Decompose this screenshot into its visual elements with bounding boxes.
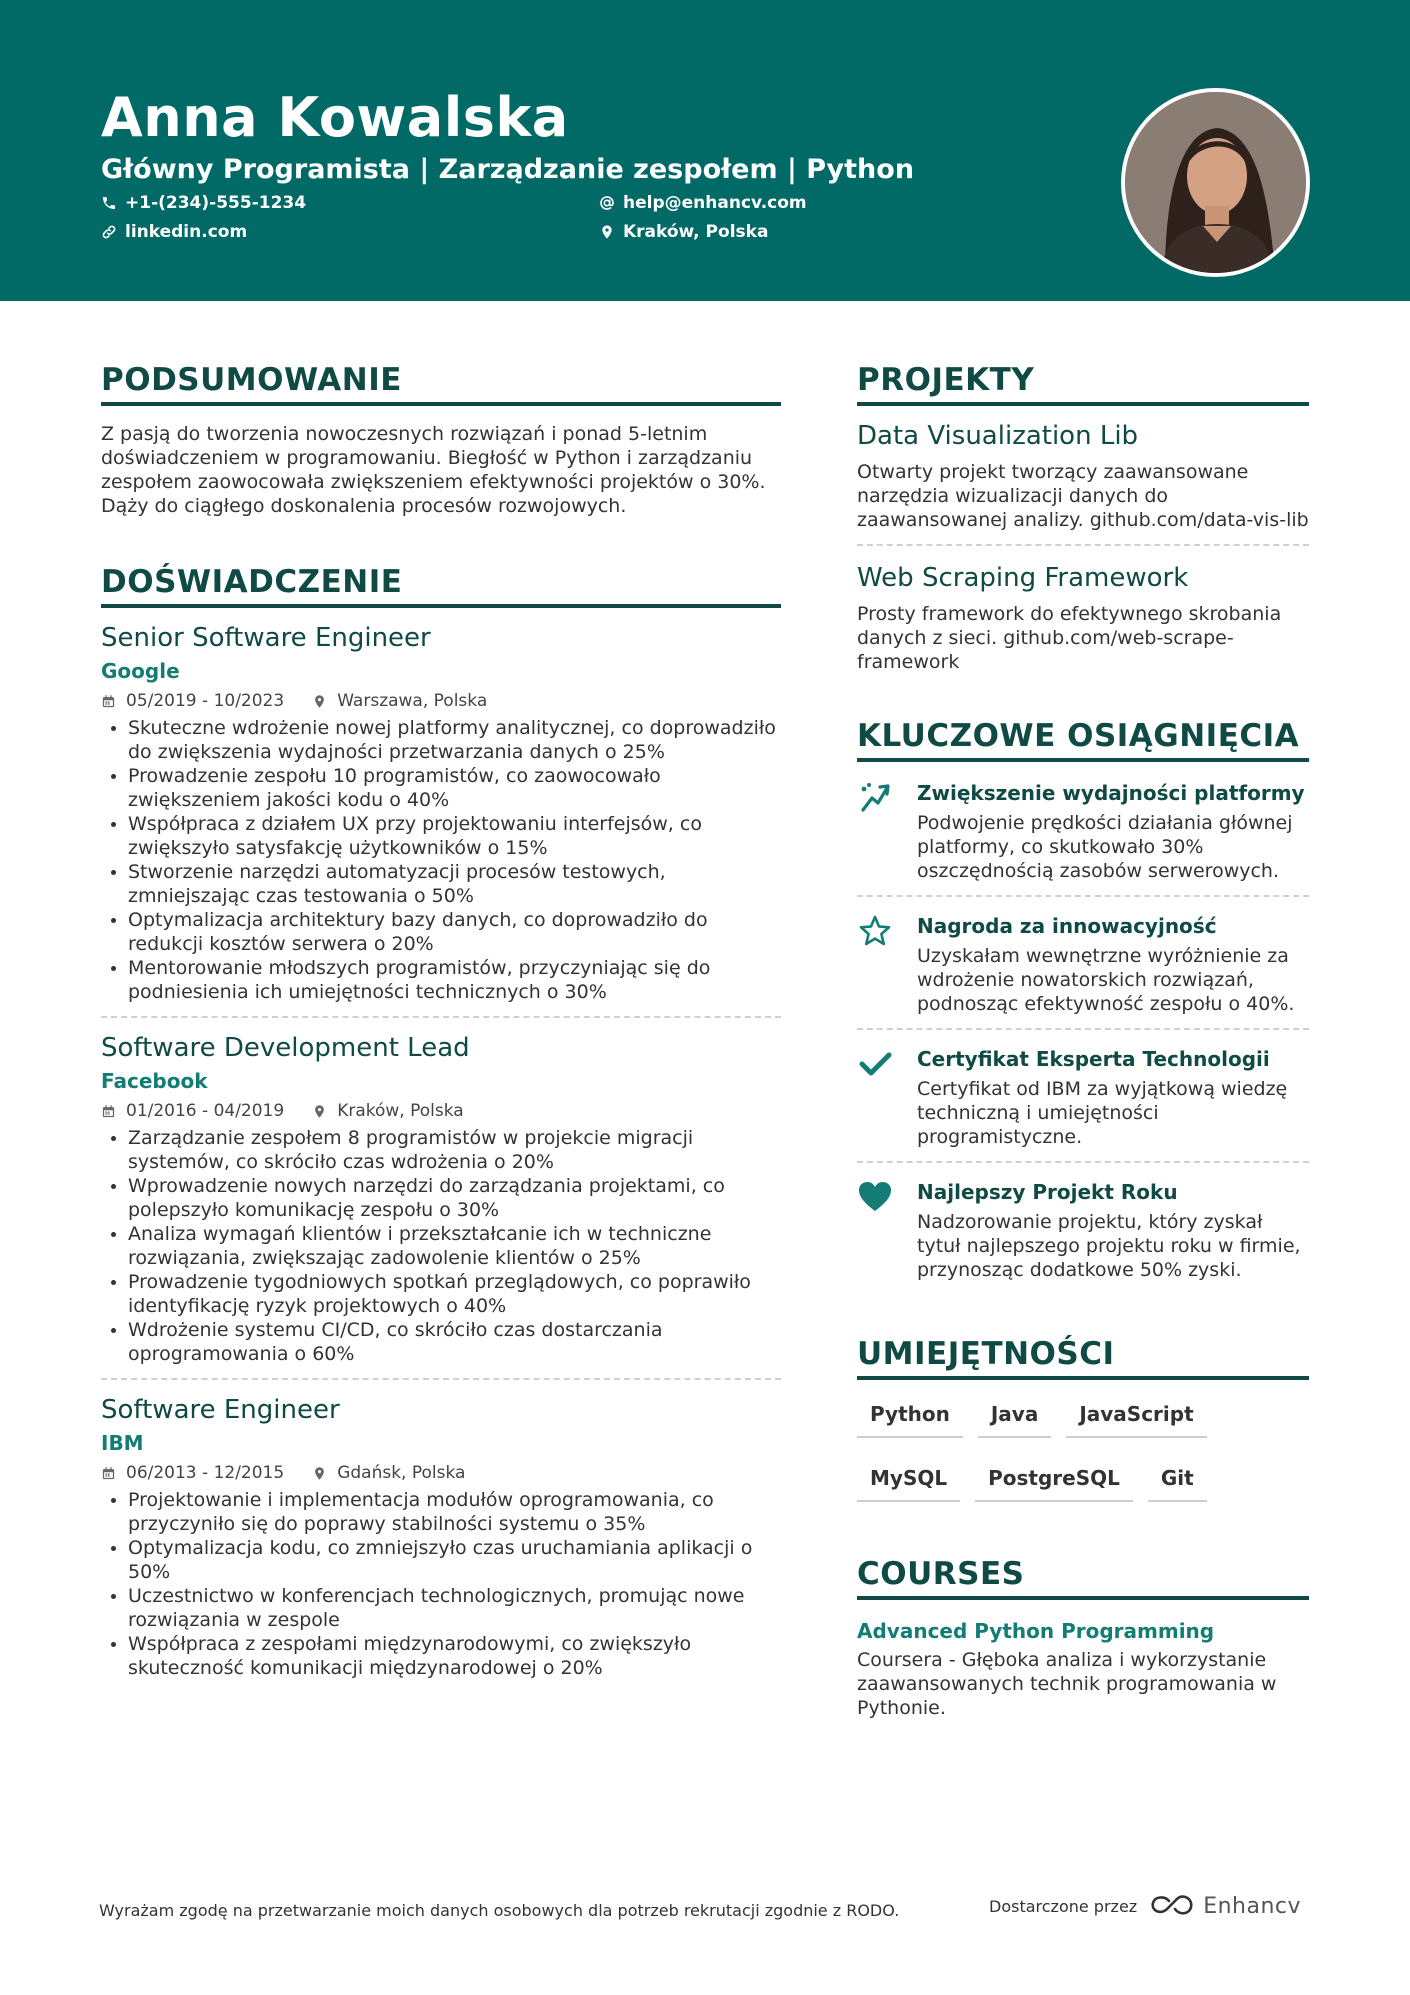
bullet-item: Optymalizacja kodu, co zmniejszyło czas uruchamiania aplikacji o 50% <box>101 1536 781 1584</box>
job-dates: 05/2019 - 10/2023 <box>101 688 284 714</box>
job-entry <box>101 1392 781 1692</box>
project-description: Prosty framework do efektywnego skrobania danych z sieci. github.com/web-scrape-framework <box>857 603 1282 673</box>
job-title: Software Engineer <box>101 1395 340 1425</box>
phone-text: +1-(234)-555-1234 <box>125 193 307 213</box>
enhancv-brand: Enhancv <box>1203 1893 1302 1919</box>
bullet-item: Mentorowanie młodszych programistów, przyczyniając się do podniesienia ich umiejętności technicznych o 30% <box>101 956 781 1004</box>
project-title: Data Visualization Lib <box>857 421 1139 451</box>
bullet-item: Współpraca z działem UX przy projektowaniu interfejsów, co zwiększyło satysfakcję użytkowników o 15% <box>101 812 781 860</box>
experience-section <box>101 562 781 1692</box>
job-meta <box>101 1098 781 1124</box>
achievement-entry <box>857 911 1309 1030</box>
achievement-title: Certyfikat Eksperta Technologii <box>917 1047 1270 1071</box>
achievement-entry <box>857 1044 1309 1163</box>
achievement-title: Nagroda za innowacyjność <box>917 914 1217 938</box>
job-entry <box>101 620 781 1018</box>
location-text: Kraków, Polska <box>623 222 769 242</box>
bullet-item: Prowadzenie tygodniowych spotkań przeglądowych, co poprawiło identyfikację ryzyk projektowych o 40% <box>101 1270 781 1318</box>
bullet-item: Projektowanie i implementacja modułów oprogramowania, co przyczyniło się do poprawy stabilności systemu o 35% <box>101 1488 781 1536</box>
bullet-item: Wprowadzenie nowych narzędzi do zarządzania projektami, co polepszyło komunikację zespołu o 30% <box>101 1174 781 1222</box>
skill-tag: Python <box>857 1396 963 1438</box>
gdpr-consent: Wyrażam zgodę na przetwarzanie moich danych osobowych dla potrzeb rekrutacji zgodnie z RODO. <box>99 1901 900 1920</box>
skill-tag: JavaScript <box>1066 1396 1206 1438</box>
growth-icon <box>857 780 893 816</box>
left-column <box>101 360 781 1704</box>
job-bullets <box>101 1488 781 1680</box>
job-meta <box>101 688 781 714</box>
skill-tag: Java <box>978 1396 1051 1438</box>
candidate-name: Anna Kowalska <box>101 86 569 149</box>
bullet-item: Prowadzenie zespołu 10 programistów, co zaowocowało zwiększeniem jakości kodu o 40% <box>101 764 781 812</box>
bullet-item: Stworzenie narzędzi automatyzacji procesów testowych, zmniejszając czas testowania o 50% <box>101 860 781 908</box>
contact-email[interactable] <box>599 191 807 215</box>
job-location: Gdańsk, Polska <box>312 1460 465 1486</box>
profile-photo <box>1121 88 1310 277</box>
check-icon <box>857 1046 893 1082</box>
achievement-title: Najlepszy Projekt Roku <box>917 1180 1178 1204</box>
link-icon <box>101 224 117 240</box>
bullet-item: Analiza wymagań klientów i przekształcanie ich w techniczne rozwiązania, zwiększając zadowolenie klientów o 25% <box>101 1222 781 1270</box>
contact-linkedin[interactable] <box>101 220 247 244</box>
phone-icon <box>101 195 117 211</box>
location-pin-icon <box>312 694 327 709</box>
skills-section <box>857 1334 1309 1524</box>
candidate-headline: Główny Programista | Zarządzanie zespołem | Python <box>101 154 915 185</box>
bullet-item: Optymalizacja architektury bazy danych, co doprowadziło do redukcji kosztów serwera o 20% <box>101 908 781 956</box>
job-company: IBM <box>101 1431 144 1455</box>
calendar-icon <box>101 1104 116 1119</box>
job-dates: 06/2013 - 12/2015 <box>101 1460 284 1486</box>
achievement-text: Uzyskałam wewnętrzne wyróżnienie za wdrożenie nowatorskich rozwiązań, podnosząc efektywność zespołu o 40%. <box>917 945 1295 1015</box>
job-title: Software Development Lead <box>101 1033 470 1063</box>
linkedin-text: linkedin.com <box>125 222 248 242</box>
course-description: Coursera - Głęboka analiza i wykorzystanie zaawansowanych technik programowania w Pythonie. <box>857 1649 1277 1719</box>
job-bullets <box>101 1126 781 1366</box>
resume-header <box>0 0 1410 301</box>
bullet-item: Zarządzanie zespołem 8 programistów w projekcie migracji systemów, co skróciło czas wdrożenia o 20% <box>101 1126 781 1174</box>
job-company: Google <box>101 659 180 683</box>
summary-section <box>101 360 781 518</box>
courses-section <box>857 1554 1309 1720</box>
star-icon <box>857 913 893 949</box>
job-company: Facebook <box>101 1069 208 1093</box>
at-icon <box>599 195 615 211</box>
projects-section <box>857 360 1309 686</box>
right-column <box>857 360 1309 1720</box>
contact-phone[interactable] <box>101 191 306 215</box>
project-entry <box>857 560 1309 686</box>
job-title: Senior Software Engineer <box>101 623 431 653</box>
calendar-icon <box>101 1466 116 1481</box>
job-location: Kraków, Polska <box>312 1098 464 1124</box>
bullet-item: Wdrożenie systemu CI/CD, co skróciło czas dostarczania oprogramowania o 60% <box>101 1318 781 1366</box>
bullet-item: Współpraca z zespołami międzynarodowymi, co zwiększyło skuteczność komunikacji międzynarodowej o 20% <box>101 1632 781 1680</box>
project-title: Web Scraping Framework <box>857 563 1189 593</box>
location-pin-icon <box>312 1104 327 1119</box>
skill-tag: Git <box>1148 1460 1207 1502</box>
contact-location <box>599 220 768 244</box>
skill-tag: MySQL <box>857 1460 960 1502</box>
achievement-text: Podwojenie prędkości działania głównej platformy, co skutkowało 30% oszczędnością zasobów serwerowych. <box>917 812 1293 882</box>
enhancv-logo-icon <box>1149 1893 1195 1919</box>
location-pin-icon <box>599 224 615 240</box>
calendar-icon <box>101 694 116 709</box>
achievement-text: Nadzorowanie projektu, który zyskał tytuł najlepszego projektu roku w firmie, przynosząc dodatkowe 50% zyski. <box>917 1211 1301 1281</box>
bullet-item: Uczestnictwo w konferencjach technologicznych, promując nowe rozwiązania w zespole <box>101 1584 781 1632</box>
summary-text: Z pasją do tworzenia nowoczesnych rozwiązań i ponad 5-letnim doświadczeniem w programowaniu. Biegłość w Python i zarządzaniu zespołem zaowocowała zwiększeniem efektywności projektów o 30%. Dąży do ciągłego doskonalenia procesów rozwojowych. <box>101 423 766 517</box>
job-meta <box>101 1460 781 1486</box>
footer-branding[interactable] <box>989 1893 1301 1919</box>
achievement-entry <box>857 1177 1309 1294</box>
achievement-text: Certyfikat od IBM za wyjątkową wiedzę techniczną i umiejętności programistyczne. <box>917 1078 1288 1148</box>
skills-heading: UMIEJĘTNOŚCI <box>857 1334 1309 1380</box>
projects-heading: PROJEKTY <box>857 360 1309 406</box>
summary-heading: PODSUMOWANIE <box>101 360 781 406</box>
provided-by-label: Dostarczone przez <box>989 1896 1138 1916</box>
job-entry <box>101 1030 781 1380</box>
achievements-heading: KLUCZOWE OSIĄGNIĘCIA <box>857 716 1309 762</box>
skill-tag: PostgreSQL <box>975 1460 1133 1502</box>
course-title: Advanced Python Programming <box>857 1619 1215 1643</box>
bullet-item: Skuteczne wdrożenie nowej platformy analitycznej, co doprowadziło do zwiększenia wydajności przetwarzania danych o 25% <box>101 716 781 764</box>
skills-list <box>857 1396 1309 1524</box>
email-text: help@enhancv.com <box>623 193 807 213</box>
project-description: Otwarty projekt tworzący zaawansowane narzędzia wizualizacji danych do zaawansowanej analizy. github.com/data-vis-lib <box>857 461 1309 531</box>
heart-icon <box>857 1179 893 1215</box>
courses-heading: COURSES <box>857 1554 1309 1600</box>
project-entry <box>857 418 1309 546</box>
experience-heading: DOŚWIADCZENIE <box>101 562 781 608</box>
achievements-section <box>857 716 1309 1294</box>
job-bullets <box>101 716 781 1004</box>
job-dates: 01/2016 - 04/2019 <box>101 1098 284 1124</box>
job-location: Warszawa, Polska <box>312 688 487 714</box>
portrait-illustration <box>1125 92 1306 273</box>
achievement-entry <box>857 778 1309 897</box>
location-pin-icon <box>312 1466 327 1481</box>
achievement-title: Zwiększenie wydajności platformy <box>917 781 1305 805</box>
